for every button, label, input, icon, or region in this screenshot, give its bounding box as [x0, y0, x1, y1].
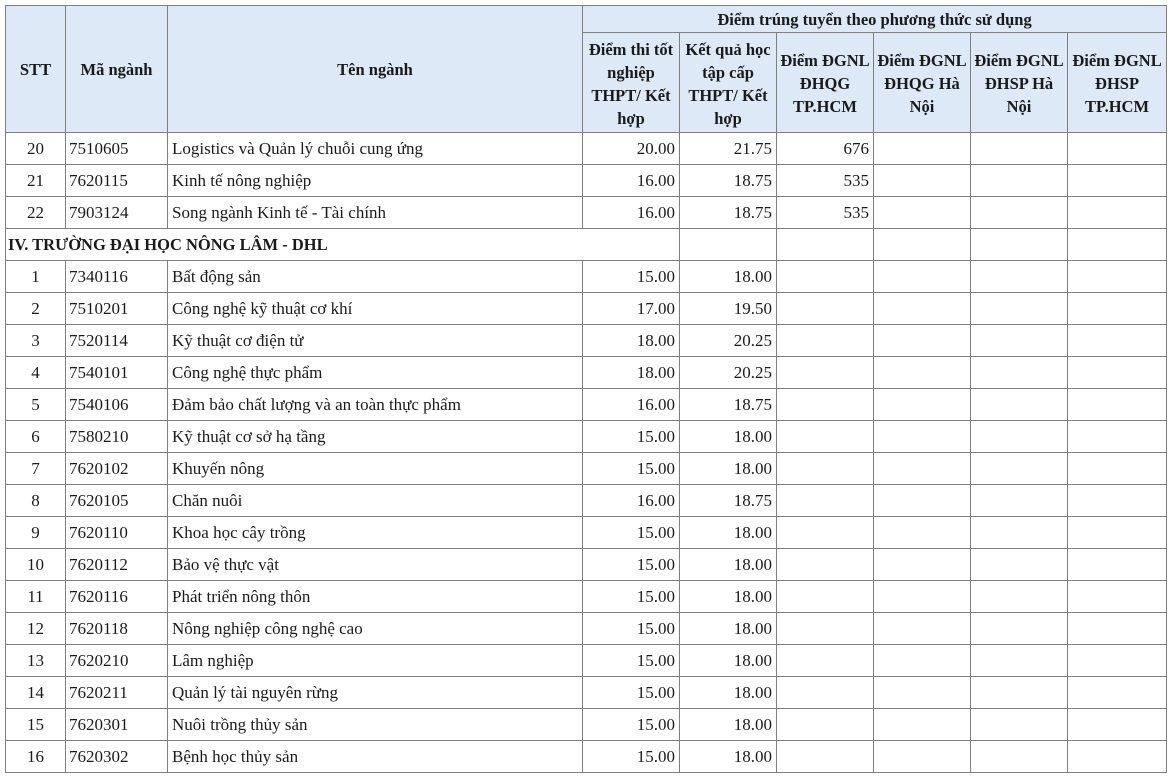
row-dgnl-dhqg-hcm [777, 613, 874, 645]
table-row [6, 549, 1167, 581]
row-dgnl-dhqg-hn [874, 325, 971, 357]
row-dgnl-dhsp-hn [971, 741, 1068, 773]
table-row [6, 325, 1167, 357]
table-row [6, 421, 1167, 453]
table-row [6, 613, 1167, 645]
row-dgnl-dhsp-hn [971, 677, 1068, 709]
row-dgnl-dhqg-hcm [777, 293, 874, 325]
row-dgnl-dhqg-hn [874, 261, 971, 293]
row-dgnl-dhsp-hcm [1068, 741, 1167, 773]
row-thpt-score: 15.00 [583, 549, 680, 581]
row-stt: 16 [6, 741, 66, 773]
row-name: Khuyến nông [168, 453, 583, 485]
header-name: Tên ngành [168, 6, 583, 133]
section-empty-cell [971, 229, 1068, 261]
row-dgnl-dhsp-hn [971, 709, 1068, 741]
row-dgnl-dhqg-hn [874, 485, 971, 517]
row-dgnl-dhqg-hcm: 535 [777, 197, 874, 229]
row-dgnl-dhqg-hcm [777, 741, 874, 773]
row-transcript-score: 18.00 [680, 677, 777, 709]
row-dgnl-dhqg-hcm [777, 549, 874, 581]
table-row [6, 357, 1167, 389]
row-dgnl-dhqg-hcm [777, 645, 874, 677]
row-code: 7620112 [66, 549, 168, 581]
row-name: Bất động sản [168, 261, 583, 293]
row-transcript-score: 20.25 [680, 325, 777, 357]
header-code: Mã ngành [66, 6, 168, 133]
row-transcript-score: 18.00 [680, 741, 777, 773]
header-dgnl-dhqg-hn: Điểm ĐGNL ĐHQG Hà Nội [874, 33, 971, 133]
row-thpt-score: 20.00 [583, 133, 680, 165]
row-code: 7620301 [66, 709, 168, 741]
row-dgnl-dhsp-hcm [1068, 389, 1167, 421]
row-thpt-score: 16.00 [583, 197, 680, 229]
table-row [6, 293, 1167, 325]
row-dgnl-dhsp-hn [971, 389, 1068, 421]
row-transcript-score: 18.00 [680, 517, 777, 549]
row-stt: 14 [6, 677, 66, 709]
row-dgnl-dhsp-hn [971, 133, 1068, 165]
table-body [6, 133, 1167, 773]
row-stt: 22 [6, 197, 66, 229]
row-code: 7620105 [66, 485, 168, 517]
row-name: Logistics và Quản lý chuỗi cung ứng [168, 133, 583, 165]
row-name: Công nghệ kỹ thuật cơ khí [168, 293, 583, 325]
row-thpt-score: 15.00 [583, 645, 680, 677]
row-dgnl-dhsp-hn [971, 293, 1068, 325]
row-name: Quản lý tài nguyên rừng [168, 677, 583, 709]
row-dgnl-dhqg-hn [874, 517, 971, 549]
row-name: Nông nghiệp công nghệ cao [168, 613, 583, 645]
row-dgnl-dhsp-hcm [1068, 261, 1167, 293]
header-stt: STT [6, 6, 66, 133]
row-transcript-score: 18.00 [680, 453, 777, 485]
row-dgnl-dhsp-hn [971, 421, 1068, 453]
row-dgnl-dhqg-hn [874, 197, 971, 229]
row-transcript-score: 18.00 [680, 421, 777, 453]
row-thpt-score: 15.00 [583, 261, 680, 293]
row-code: 7520114 [66, 325, 168, 357]
row-stt: 15 [6, 709, 66, 741]
row-dgnl-dhqg-hn [874, 581, 971, 613]
row-dgnl-dhsp-hcm [1068, 197, 1167, 229]
header-method-group: Điểm trúng tuyển theo phương thức sử dụng [583, 6, 1167, 33]
row-code: 7620116 [66, 581, 168, 613]
table-header [6, 6, 1167, 133]
header-dgnl-dhqg-hcm: Điểm ĐGNL ĐHQG TP.HCM [777, 33, 874, 133]
row-transcript-score: 18.00 [680, 613, 777, 645]
row-thpt-score: 17.00 [583, 293, 680, 325]
row-stt: 4 [6, 357, 66, 389]
row-dgnl-dhqg-hn [874, 549, 971, 581]
row-dgnl-dhqg-hcm [777, 261, 874, 293]
row-name: Nuôi trồng thủy sản [168, 709, 583, 741]
row-dgnl-dhqg-hn [874, 645, 971, 677]
table-row [6, 453, 1167, 485]
row-code: 7620210 [66, 645, 168, 677]
row-stt: 10 [6, 549, 66, 581]
row-thpt-score: 18.00 [583, 357, 680, 389]
row-dgnl-dhsp-hcm [1068, 325, 1167, 357]
row-dgnl-dhqg-hcm: 676 [777, 133, 874, 165]
row-transcript-score: 18.00 [680, 261, 777, 293]
row-thpt-score: 15.00 [583, 453, 680, 485]
header-dgnl-dhsp-hcm: Điểm ĐGNL ĐHSP TP.HCM [1068, 33, 1167, 133]
row-dgnl-dhqg-hcm [777, 581, 874, 613]
row-stt: 9 [6, 517, 66, 549]
row-thpt-score: 16.00 [583, 165, 680, 197]
row-transcript-score: 19.50 [680, 293, 777, 325]
row-dgnl-dhqg-hcm [777, 325, 874, 357]
row-transcript-score: 18.75 [680, 197, 777, 229]
row-dgnl-dhqg-hcm [777, 677, 874, 709]
row-code: 7620211 [66, 677, 168, 709]
row-thpt-score: 15.00 [583, 677, 680, 709]
row-code: 7620110 [66, 517, 168, 549]
row-dgnl-dhqg-hn [874, 133, 971, 165]
table-row [6, 741, 1167, 773]
table-row [6, 261, 1167, 293]
row-stt: 6 [6, 421, 66, 453]
row-transcript-score: 18.00 [680, 645, 777, 677]
row-stt: 20 [6, 133, 66, 165]
row-dgnl-dhsp-hcm [1068, 453, 1167, 485]
row-dgnl-dhqg-hcm [777, 485, 874, 517]
row-dgnl-dhqg-hcm [777, 389, 874, 421]
row-stt: 11 [6, 581, 66, 613]
header-transcript-score: Kết quả học tập cấp THPT/ Kết hợp [680, 33, 777, 133]
row-code: 7540106 [66, 389, 168, 421]
row-code: 7510605 [66, 133, 168, 165]
header-dgnl-dhsp-hn: Điểm ĐGNL ĐHSP Hà Nội [971, 33, 1068, 133]
row-code: 7340116 [66, 261, 168, 293]
row-dgnl-dhsp-hn [971, 549, 1068, 581]
row-dgnl-dhqg-hcm [777, 357, 874, 389]
row-dgnl-dhsp-hcm [1068, 421, 1167, 453]
row-dgnl-dhsp-hn [971, 485, 1068, 517]
row-transcript-score: 18.75 [680, 165, 777, 197]
row-name: Công nghệ thực phẩm [168, 357, 583, 389]
row-dgnl-dhsp-hcm [1068, 133, 1167, 165]
row-dgnl-dhqg-hn [874, 293, 971, 325]
row-name: Bệnh học thủy sản [168, 741, 583, 773]
row-dgnl-dhqg-hn [874, 165, 971, 197]
row-stt: 8 [6, 485, 66, 517]
row-code: 7510201 [66, 293, 168, 325]
row-code: 7620118 [66, 613, 168, 645]
row-dgnl-dhsp-hcm [1068, 677, 1167, 709]
row-code: 7620115 [66, 165, 168, 197]
row-dgnl-dhqg-hn [874, 389, 971, 421]
row-dgnl-dhsp-hn [971, 645, 1068, 677]
row-name: Khoa học cây trồng [168, 517, 583, 549]
row-stt: 7 [6, 453, 66, 485]
row-dgnl-dhsp-hn [971, 453, 1068, 485]
row-code: 7540101 [66, 357, 168, 389]
row-dgnl-dhsp-hn [971, 325, 1068, 357]
section-row [6, 229, 1167, 261]
admission-scores-table [5, 5, 1167, 773]
row-transcript-score: 18.75 [680, 485, 777, 517]
row-dgnl-dhsp-hn [971, 165, 1068, 197]
row-name: Kỹ thuật cơ sở hạ tầng [168, 421, 583, 453]
section-title: IV. TRƯỜNG ĐẠI HỌC NÔNG LÂM - DHL [6, 229, 680, 261]
section-empty-cell [874, 229, 971, 261]
row-thpt-score: 16.00 [583, 485, 680, 517]
row-dgnl-dhsp-hn [971, 197, 1068, 229]
row-transcript-score: 21.75 [680, 133, 777, 165]
row-dgnl-dhsp-hcm [1068, 293, 1167, 325]
row-stt: 3 [6, 325, 66, 357]
section-empty-cell [1068, 229, 1167, 261]
row-dgnl-dhqg-hn [874, 453, 971, 485]
row-name: Phát triển nông thôn [168, 581, 583, 613]
row-dgnl-dhsp-hn [971, 581, 1068, 613]
row-name: Kinh tế nông nghiệp [168, 165, 583, 197]
table-row [6, 197, 1167, 229]
row-thpt-score: 18.00 [583, 325, 680, 357]
row-dgnl-dhqg-hcm [777, 421, 874, 453]
table-row [6, 389, 1167, 421]
table-row [6, 581, 1167, 613]
row-stt: 1 [6, 261, 66, 293]
row-transcript-score: 20.25 [680, 357, 777, 389]
row-name: Chăn nuôi [168, 485, 583, 517]
row-dgnl-dhqg-hn [874, 613, 971, 645]
row-stt: 5 [6, 389, 66, 421]
row-dgnl-dhsp-hn [971, 357, 1068, 389]
header-thpt-score: Điểm thi tốt nghiệp THPT/ Kết hợp [583, 33, 680, 133]
row-dgnl-dhsp-hcm [1068, 357, 1167, 389]
row-dgnl-dhqg-hcm [777, 517, 874, 549]
row-transcript-score: 18.00 [680, 581, 777, 613]
row-code: 7620102 [66, 453, 168, 485]
row-dgnl-dhsp-hn [971, 517, 1068, 549]
row-dgnl-dhsp-hn [971, 613, 1068, 645]
row-thpt-score: 15.00 [583, 581, 680, 613]
row-stt: 21 [6, 165, 66, 197]
row-stt: 2 [6, 293, 66, 325]
row-transcript-score: 18.75 [680, 389, 777, 421]
row-dgnl-dhsp-hcm [1068, 517, 1167, 549]
row-dgnl-dhsp-hn [971, 261, 1068, 293]
row-name: Song ngành Kinh tế - Tài chính [168, 197, 583, 229]
row-dgnl-dhqg-hn [874, 421, 971, 453]
row-thpt-score: 15.00 [583, 741, 680, 773]
row-name: Kỹ thuật cơ điện tử [168, 325, 583, 357]
row-code: 7580210 [66, 421, 168, 453]
row-name: Lâm nghiệp [168, 645, 583, 677]
row-dgnl-dhsp-hcm [1068, 645, 1167, 677]
row-dgnl-dhqg-hcm [777, 709, 874, 741]
row-dgnl-dhsp-hcm [1068, 165, 1167, 197]
row-dgnl-dhsp-hcm [1068, 581, 1167, 613]
table-row [6, 709, 1167, 741]
row-transcript-score: 18.00 [680, 549, 777, 581]
row-thpt-score: 16.00 [583, 389, 680, 421]
row-thpt-score: 15.00 [583, 517, 680, 549]
table-row [6, 645, 1167, 677]
row-code: 7903124 [66, 197, 168, 229]
row-dgnl-dhsp-hcm [1068, 613, 1167, 645]
row-dgnl-dhsp-hcm [1068, 709, 1167, 741]
row-dgnl-dhsp-hcm [1068, 549, 1167, 581]
section-empty-cell [680, 229, 777, 261]
row-dgnl-dhqg-hn [874, 709, 971, 741]
row-stt: 13 [6, 645, 66, 677]
row-thpt-score: 15.00 [583, 613, 680, 645]
row-dgnl-dhqg-hcm: 535 [777, 165, 874, 197]
row-code: 7620302 [66, 741, 168, 773]
row-stt: 12 [6, 613, 66, 645]
row-transcript-score: 18.00 [680, 709, 777, 741]
row-dgnl-dhqg-hn [874, 677, 971, 709]
row-dgnl-dhqg-hn [874, 741, 971, 773]
row-name: Đảm bảo chất lượng và an toàn thực phẩm [168, 389, 583, 421]
row-dgnl-dhqg-hcm [777, 453, 874, 485]
table-row [6, 677, 1167, 709]
row-dgnl-dhsp-hcm [1068, 485, 1167, 517]
row-dgnl-dhqg-hn [874, 357, 971, 389]
section-empty-cell [777, 229, 874, 261]
row-thpt-score: 15.00 [583, 421, 680, 453]
table-row [6, 485, 1167, 517]
row-name: Bảo vệ thực vật [168, 549, 583, 581]
table-row [6, 165, 1167, 197]
table-row [6, 517, 1167, 549]
row-thpt-score: 15.00 [583, 709, 680, 741]
table-row [6, 133, 1167, 165]
